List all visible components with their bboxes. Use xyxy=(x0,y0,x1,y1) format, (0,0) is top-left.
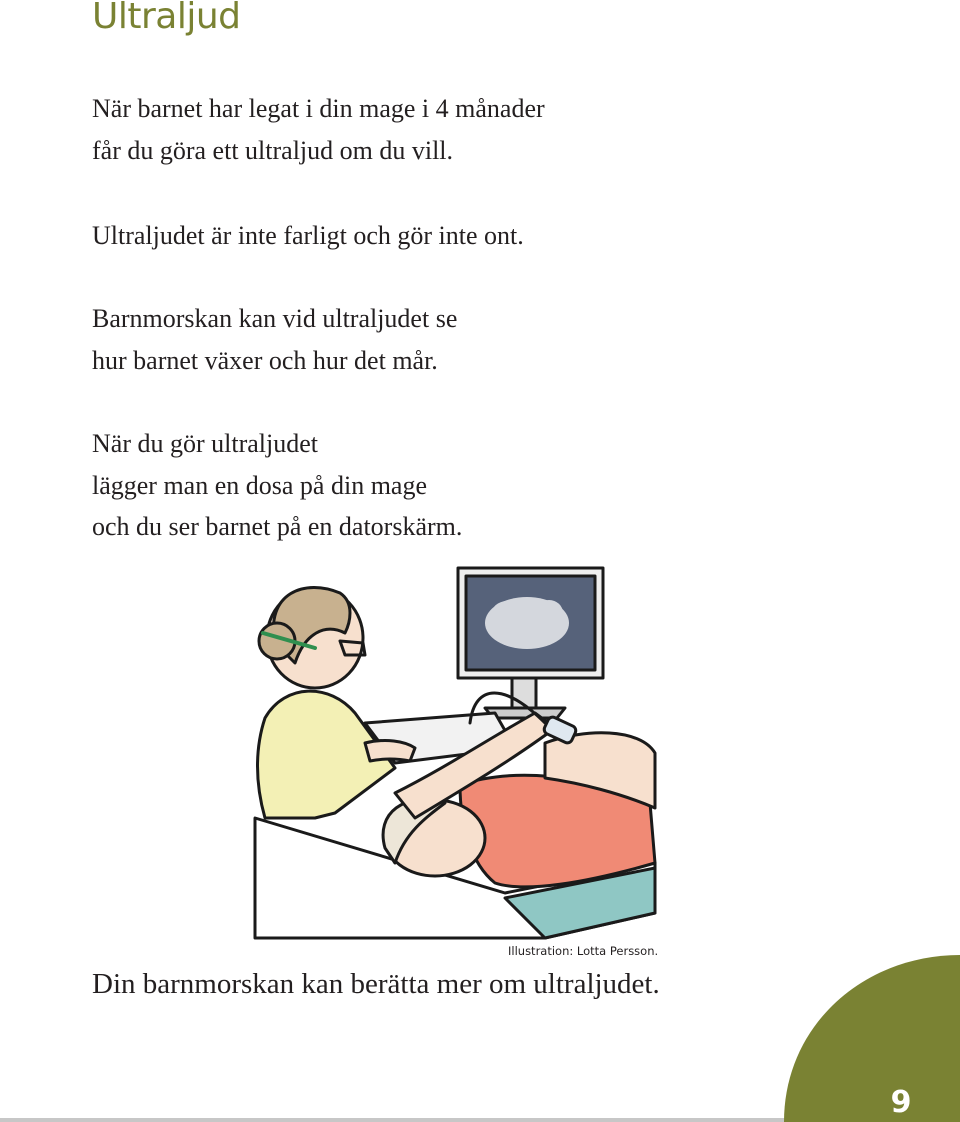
paragraph-2 xyxy=(92,215,524,257)
paragraph-line: och du ser barnet på en datorskärm. xyxy=(92,512,463,541)
paragraph-line: hur barnet växer och hur det mår. xyxy=(92,345,438,375)
ultrasound-image xyxy=(485,597,569,649)
ultrasound-illustration xyxy=(245,563,658,943)
paragraph-1 xyxy=(92,88,545,171)
illustration-credit: Illustration: Lotta Persson. xyxy=(508,944,659,958)
page-corner-decoration xyxy=(784,955,960,1122)
closing-sentence: Din barnmorskan kan berätta mer om ultraljudet. xyxy=(92,968,660,1000)
paragraph-line: lägger man en dosa på din mage xyxy=(92,470,427,500)
paragraph-3 xyxy=(92,298,457,381)
paragraph-line: När barnet har legat i din mage i 4 månader xyxy=(92,94,545,123)
ultrasound-probe xyxy=(543,716,578,745)
paragraph-line: Ultraljudet är inte farligt och gör inte ont. xyxy=(92,221,524,250)
paragraph-line: Barnmorskan kan vid ultraljudet se xyxy=(92,304,458,333)
paragraph-line: När du gör ultraljudet xyxy=(92,429,318,458)
paragraph-4 xyxy=(92,423,462,548)
page-title: Ultraljud xyxy=(92,0,241,37)
midwife-left-hand xyxy=(365,741,415,761)
paragraph-line: får du göra ett ultraljud om du vill. xyxy=(92,135,454,165)
page-number: 9 xyxy=(890,1085,912,1120)
